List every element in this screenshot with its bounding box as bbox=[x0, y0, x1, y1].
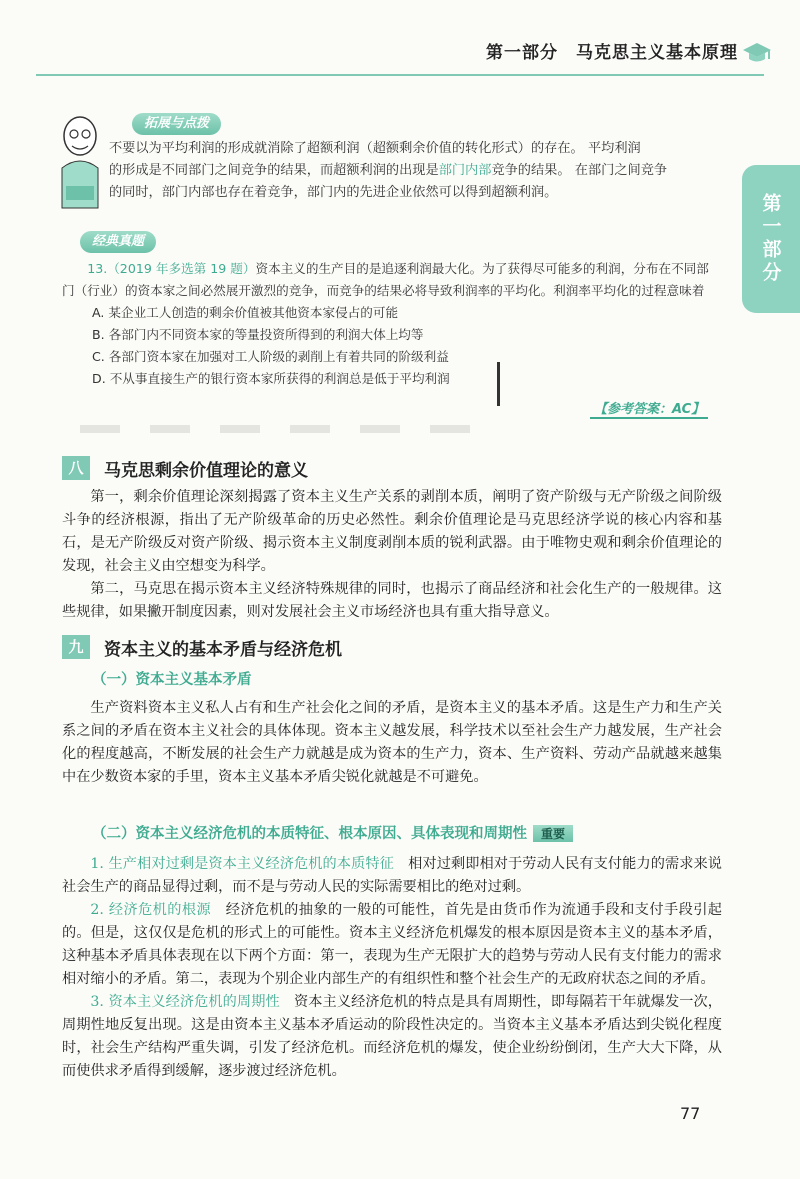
tip-line-2b: 竞争的结果。 在部门之间竞争 bbox=[491, 163, 668, 178]
tip-text bbox=[109, 138, 709, 204]
tip-line-1: 不要以为平均利润的形成就消除了超额利润（超额剩余价值的转化形式）的存在。 平均利润 bbox=[109, 141, 641, 156]
option-d: D. 不从事直接生产的银行资本家所获得的利润总是低于平均利润 bbox=[92, 371, 450, 386]
item-1-text: 相对过剩即相对于劳动人民有支付能力的需求来说社会生产的商品显得过剩，而不是与劳动人民的实际需要相比的绝对过剩。 bbox=[62, 856, 722, 895]
subsection-2-title: （二）资本主义经济危机的本质特征、根本原因、具体表现和周期性 bbox=[92, 825, 527, 842]
item-1 bbox=[62, 853, 722, 899]
item-3-lead: 3. 资本主义经济危机的周期性 bbox=[90, 994, 280, 1010]
important-badge: 重要 bbox=[533, 825, 573, 842]
tip-line-2 bbox=[109, 160, 709, 182]
page-number: 77 bbox=[680, 1104, 701, 1123]
tip-label: 拓展与点拨 bbox=[132, 113, 221, 135]
graduation-cap-icon bbox=[742, 40, 772, 66]
item-3-text: 资本主义经济危机的特点是具有周期性，即每隔若干年就爆发一次，周期性地反复出现。这是由资本主义基本矛盾运动的阶段性决定的。当资本主义基本矛盾达到尖锐化程度时，社会生产结构严重失调，引发了经济危机。而经济危机的爆发，使企业纷纷倒闭，生产大大下降，从而使供求矛盾得到缓解，逐步渡过经济危机。 bbox=[62, 994, 722, 1079]
subsection-1-body bbox=[62, 697, 722, 789]
answer-key: 【参考答案：AC】 bbox=[590, 398, 708, 419]
question-stem-wrap bbox=[62, 258, 712, 302]
item-2-lead: 2. 经济危机的根源 bbox=[90, 902, 212, 918]
section-8-p2: 第二，马克思在揭示资本主义经济特殊规律的同时，也揭示了商品经济和社会化生产的一般规律。这些规律，如果撇开制度因素，则对发展社会主义市场经济也具有重大指导意义。 bbox=[62, 581, 722, 620]
exam-question bbox=[62, 258, 712, 390]
section-8-title: 马克思剩余价值理论的意义 bbox=[104, 460, 308, 481]
section-9-number: 九 bbox=[62, 635, 90, 659]
header-title: 马克思主义基本原理 bbox=[576, 43, 738, 63]
question-stem: 资本主义的生产目的是追逐利润最大化。为了获得尽可能多的利润，分布在不同部门（行业）的资本家之间必然展开激烈的竞争，而竞争的结果必将导致利润率的平均化。利润率平均化的过程意味着 bbox=[62, 261, 709, 298]
subsection-1-p1: 生产资料资本主义私人占有和生产社会化之间的矛盾，是资本主义的基本矛盾。这是生产力和生产关系之间的矛盾在资本主义社会的具体体现。资本主义越发展，科学技术以至社会生产力越发展，生产社会化的程度越高，不断发展的社会生产力就越是成为资本的生产力，资本、生产资料、劳动产品就越来越集中在少数资本家的手里，资本主义基本矛盾尖锐化就越是不可避免。 bbox=[62, 700, 722, 785]
section-8-number: 八 bbox=[62, 456, 90, 480]
question-number: 13.（2019 年多选第 19 题） bbox=[87, 261, 256, 276]
tip-line-2a: 的形成是不同部门之间竞争的结果，而超额利润的出现是 bbox=[109, 163, 439, 178]
section-8-body bbox=[62, 486, 722, 624]
section-9-heading bbox=[62, 634, 342, 660]
subsection-1-heading: （一）资本主义基本矛盾 bbox=[92, 671, 252, 688]
teacher-avatar-icon bbox=[56, 108, 104, 216]
subsection-2-body bbox=[62, 853, 722, 1083]
section-8-heading bbox=[62, 455, 308, 481]
subsection-2-heading bbox=[92, 822, 573, 843]
option-b: B. 各部门内不同资本家的等量投资所得到的利润大体上均等 bbox=[92, 327, 424, 342]
option-a: A. 某企业工人创造的剩余价值被其他资本家侵占的可能 bbox=[92, 305, 399, 320]
faint-ghost-text bbox=[80, 425, 480, 433]
exam-label: 经典真题 bbox=[80, 231, 156, 253]
section-9-title: 资本主义的基本矛盾与经济危机 bbox=[104, 639, 342, 660]
item-3 bbox=[62, 991, 722, 1083]
item-2 bbox=[62, 899, 722, 991]
side-tab: 第一部分 bbox=[742, 165, 800, 313]
option-c: C. 各部门资本家在加强对工人阶级的剥削上有着共同的阶级利益 bbox=[92, 349, 449, 364]
option-bracket bbox=[497, 362, 500, 406]
header-part: 第一部分 bbox=[486, 43, 558, 63]
running-header bbox=[486, 38, 738, 63]
item-1-lead: 1. 生产相对过剩是资本主义经济危机的本质特征 bbox=[90, 856, 394, 872]
section-8-p1: 第一，剩余价值理论深刻揭露了资本主义生产关系的剥削本质，阐明了资产阶级与无产阶级之间阶级斗争的经济根源，指出了无产阶级革命的历史必然性。剩余价值理论是马克思经济学说的核心内容和基石，是无产阶级反对资产阶级、揭示资本主义制度剥削本质的锐利武器。由于唯物史观和剩余价值理论的发现，社会主义由空想变为科学。 bbox=[62, 489, 722, 574]
header-rule bbox=[36, 74, 764, 76]
tip-line-3: 的同时，部门内部也存在着竞争，部门内的先进企业依然可以得到超额利润。 bbox=[109, 185, 558, 200]
item-2-text: 经济危机的抽象的一般的可能性，首先是由货币作为流通手段和支付手段引起的。但是，这仅仅是危机的形式上的可能性。资本主义经济危机爆发的根本原因是资本主义的基本矛盾，这种基本矛盾具体表现在以下两个方面：第一，表现为生产无限扩大的趋势与劳动人民有支付能力的需求相对缩小的矛盾。第二，表现为个别企业内部生产的有组织性和整个社会生产的无政府状态之间的矛盾。 bbox=[62, 902, 722, 987]
tip-highlight: 部门内部 bbox=[438, 163, 492, 178]
